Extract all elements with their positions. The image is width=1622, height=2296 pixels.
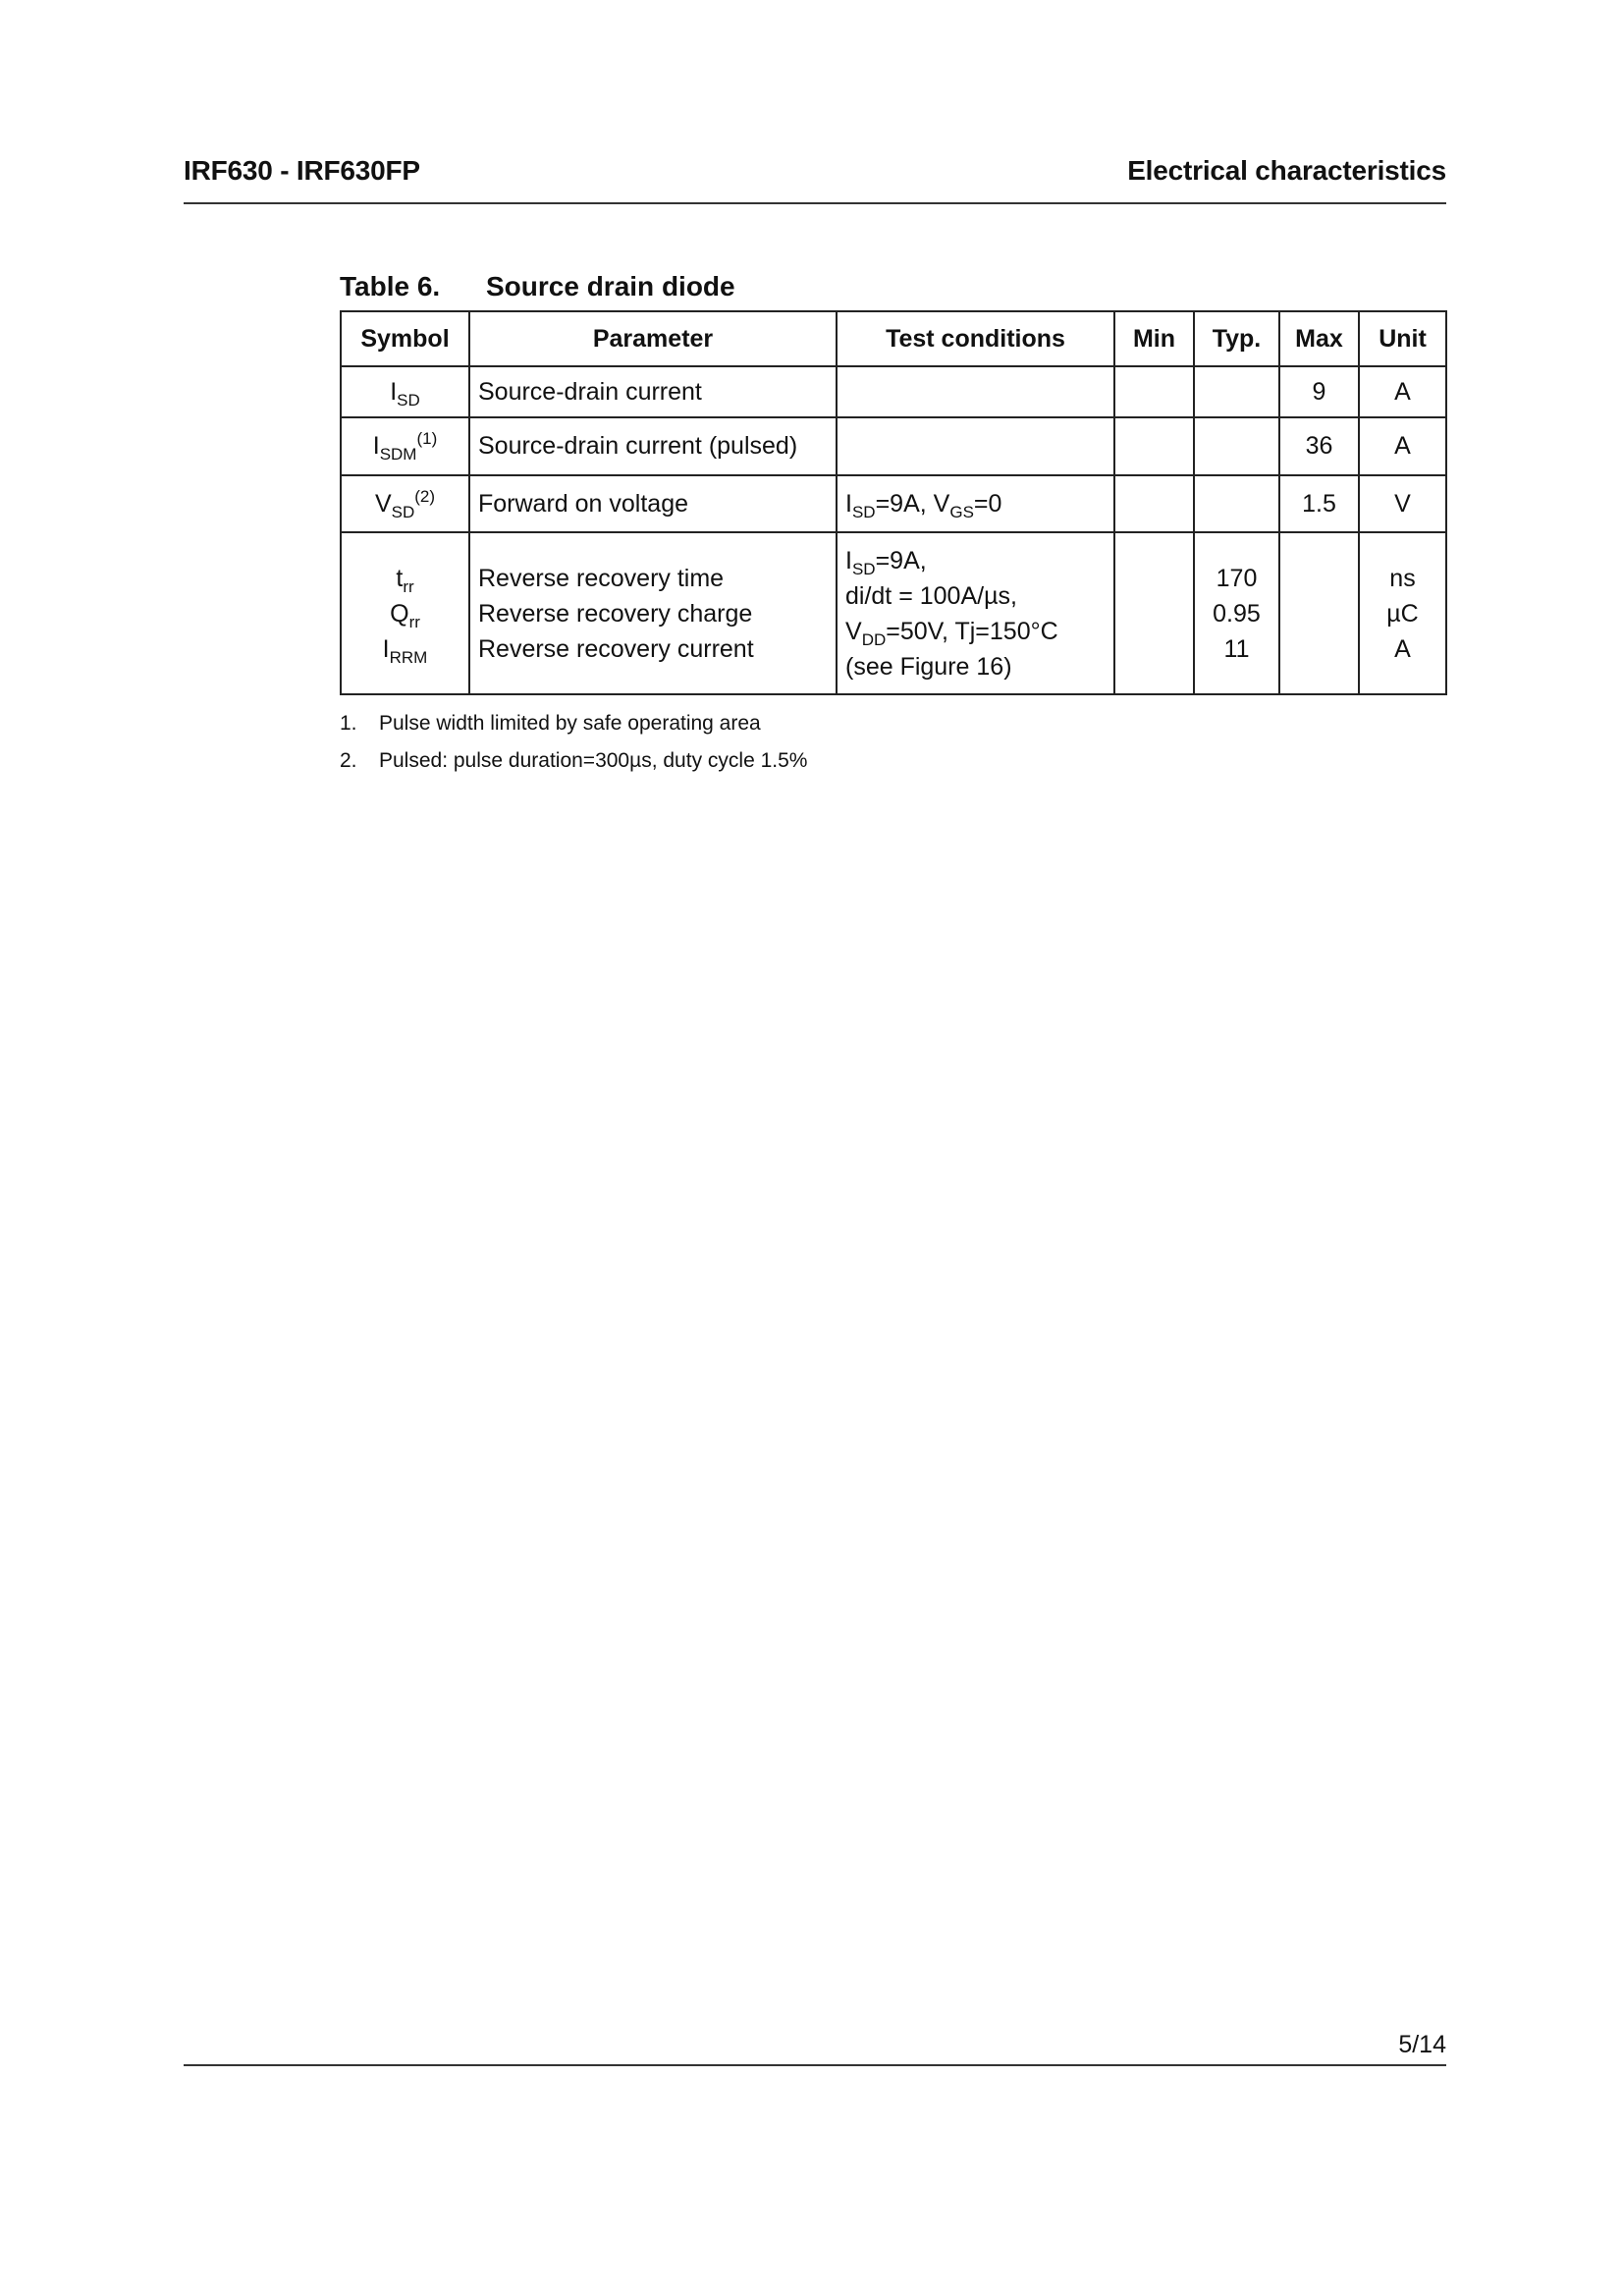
footnote-text: Pulse width limited by safe operating area [379,712,761,735]
max-cell: 9 [1279,366,1359,417]
min-cell [1114,532,1194,694]
table-caption [340,271,735,302]
table-row [341,475,1446,532]
page-header [184,155,1446,204]
table-row [341,532,1446,694]
max-cell: 36 [1279,417,1359,475]
column-header-symbol: Symbol [341,311,469,366]
max-cell: 1.5 [1279,475,1359,532]
footnote-number: 1. [340,712,357,735]
footnote-text: Pulsed: pulse duration=300µs, duty cycle 1.5% [379,749,808,772]
parameter-cell: Forward on voltage [469,475,837,532]
column-header-typ: Typ. [1194,311,1279,366]
parameter-cell: Source-drain current [469,366,837,417]
table-header-row [341,311,1446,366]
footnote [340,742,807,780]
test-conditions-cell: $I_{SD}=9A$, di/dt = 100A/µs, $V_{DD}=50V$, Tj=150°C (see Figure 16) [837,532,1114,694]
unit-cell: ns µC A [1359,532,1446,694]
column-header-test-conditions: Test conditions [837,311,1114,366]
table-number: Table 6. [340,271,441,301]
min-cell [1114,417,1194,475]
document-title: IRF630 - IRF630FP [184,155,420,186]
table-row [341,366,1446,417]
max-cell [1279,532,1359,694]
footnote [340,705,807,742]
column-header-parameter: Parameter [469,311,837,366]
typ-cell [1194,366,1279,417]
unit-cell: V [1359,475,1446,532]
symbol-cell: $t_{rr}$ $Q_{rr}$ $I_{RRM}$ [341,532,469,694]
parameter-cell: Reverse recovery time Reverse recovery charge Reverse recovery current [469,532,837,694]
table-title: Source drain diode [486,271,735,301]
parameter-cell: Source-drain current (pulsed) [469,417,837,475]
test-conditions-cell: $I_{SD}=9A$, $V_{GS}=0$ [837,475,1114,532]
symbol-cell: $I_{SD}$ [341,366,469,417]
table-row [341,417,1446,475]
symbol-cell: $V_{SD}^{(2)}$ [341,475,469,532]
unit-cell: A [1359,366,1446,417]
typ-cell: 170 0.95 11 [1194,532,1279,694]
column-header-unit: Unit [1359,311,1446,366]
typ-cell [1194,417,1279,475]
min-cell [1114,475,1194,532]
min-cell [1114,366,1194,417]
footnote-number: 2. [340,749,357,772]
test-conditions-cell [837,417,1114,475]
test-conditions-cell [837,366,1114,417]
table-footnotes [340,705,807,780]
column-header-max: Max [1279,311,1359,366]
section-title: Electrical characteristics [1127,155,1446,186]
source-drain-diode-table [340,310,1447,695]
typ-cell [1194,475,1279,532]
symbol-cell: $I_{SDM}^{(1)}$ [341,417,469,475]
column-header-min: Min [1114,311,1194,366]
page-number: 5/14 [1398,2031,1446,2058]
page-footer [184,2031,1446,2066]
unit-cell: A [1359,417,1446,475]
